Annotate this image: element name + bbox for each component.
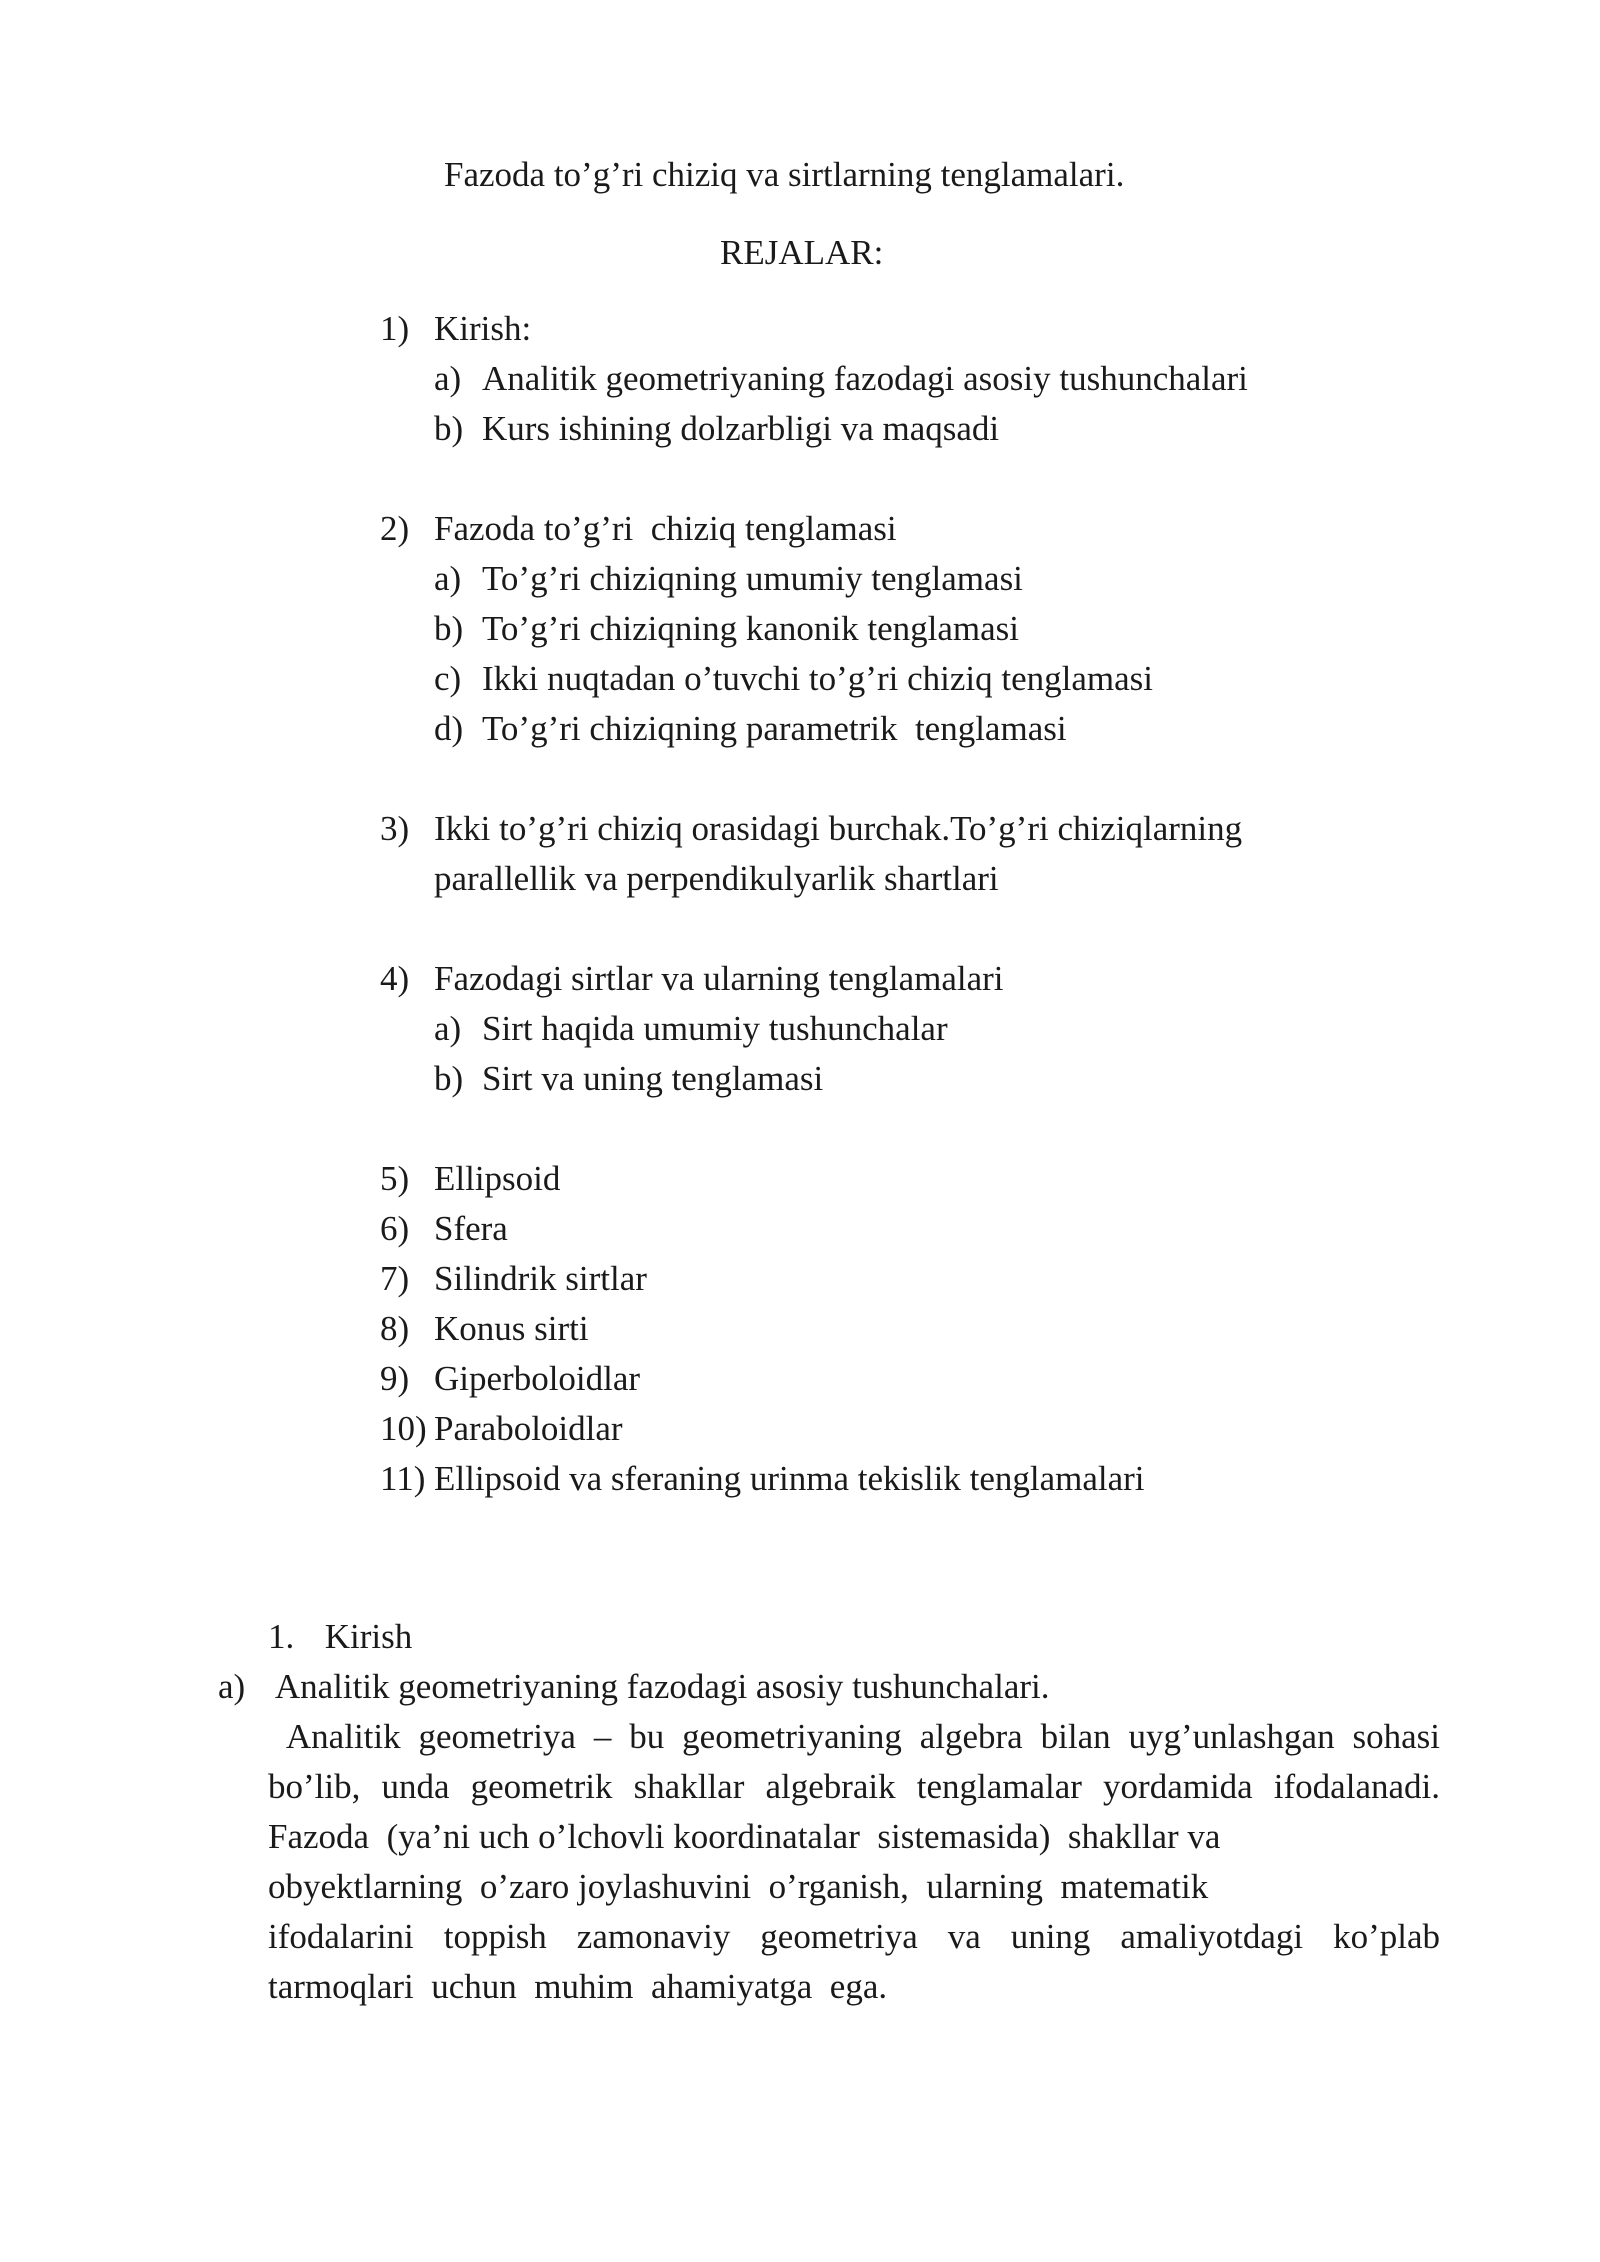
toc-label: Silindrik sirtlar	[434, 1259, 647, 1298]
subsection-heading	[218, 1662, 1049, 1712]
toc-number: 2)	[380, 509, 410, 548]
toc-sub-label: To’g’ri chiziqning umumiy tenglamasi	[482, 559, 1023, 598]
toc-item-8	[380, 1304, 1380, 1354]
toc-sub-label: To’g’ri chiziqning kanonik tenglamasi	[482, 609, 1019, 648]
paragraph-line: bo’lib, unda geometrik shakllar algebraik tenglamalar yordamida ifodalanadi.	[268, 1767, 1440, 1806]
toc-number: 6)	[380, 1209, 410, 1248]
toc-number: 3)	[380, 809, 410, 848]
toc-label: Ikki to’g’ri chiziq orasidagi burchak.To’g’ri chiziqlarning	[434, 809, 1243, 848]
toc-label: Fazoda to’g’ri chiziq tenglamasi	[434, 509, 897, 548]
toc-item-4	[380, 954, 1380, 1104]
paragraph-line: tarmoqlari uchun muhim ahamiyatga ega.	[268, 1967, 888, 2006]
paragraph-line: obyektlarning o’zaro joylashuvini o’rganish, ularning matematik	[268, 1867, 1209, 1906]
toc-label: Ellipsoid	[434, 1159, 561, 1198]
toc-sub-label: Sirt haqida umumiy tushunchalar	[482, 1009, 948, 1048]
toc-label: Kirish:	[434, 309, 532, 348]
section-paragraph	[268, 1712, 1440, 2012]
toc-number: 10)	[380, 1409, 427, 1448]
toc-item-9	[380, 1354, 1380, 1404]
toc-label: Ellipsoid va sferaning urinma tekislik tenglamalari	[434, 1459, 1145, 1498]
toc-sub-label: Analitik geometriyaning fazodagi asosiy tushunchalari	[482, 359, 1248, 398]
toc-sub-label: Kurs ishining dolzarbligi va maqsadi	[482, 409, 1000, 448]
toc-sub-number: b)	[434, 1059, 464, 1098]
toc-number: 9)	[380, 1359, 410, 1398]
section-heading	[268, 1612, 412, 1662]
toc-label-continuation: parallellik va perpendikulyarlik shartlari	[434, 859, 999, 898]
toc-number: 11)	[380, 1459, 426, 1498]
toc-number: 1)	[380, 309, 410, 348]
toc-label: Fazodagi sirtlar va ularning tenglamalari	[434, 959, 1004, 998]
table-of-contents	[380, 304, 1380, 1504]
section-title: Kirish	[324, 1617, 413, 1656]
paragraph-line: Analitik geometriya – bu geometriyaning algebra bilan uyg’unlashgan sohasi	[268, 1717, 1440, 1756]
toc-number: 4)	[380, 959, 410, 998]
toc-sub-label: Ikki nuqtadan o’tuvchi to’g’ri chiziq tenglamasi	[482, 659, 1153, 698]
toc-number: 7)	[380, 1259, 410, 1298]
toc-sub-label: To’g’ri chiziqning parametrik tenglamasi	[482, 709, 1067, 748]
toc-item-7	[380, 1254, 1380, 1304]
toc-sub-number: b)	[434, 409, 464, 448]
toc-sub-label: Sirt va uning tenglamasi	[482, 1059, 824, 1098]
toc-sub-number: d)	[434, 709, 464, 748]
toc-item-1	[380, 304, 1380, 454]
toc-item-6	[380, 1204, 1380, 1254]
toc-label: Sfera	[434, 1209, 508, 1248]
plan-heading: REJALAR:	[720, 233, 884, 272]
toc-sub-number: a)	[434, 559, 462, 598]
toc-sub-number: a)	[434, 359, 462, 398]
toc-item-2	[380, 504, 1380, 754]
toc-sub-number: c)	[434, 659, 462, 698]
document-title: Fazoda to’g’ri chiziq va sirtlarning tenglamalari.	[444, 155, 1125, 194]
subsection-title: Analitik geometriyaning fazodagi asosiy tushunchalari.	[274, 1667, 1050, 1706]
toc-item-10	[380, 1404, 1380, 1454]
toc-number: 5)	[380, 1159, 410, 1198]
toc-item-5	[380, 1154, 1380, 1204]
toc-label: Giperboloidlar	[434, 1359, 641, 1398]
toc-item-3	[380, 804, 1380, 904]
toc-label: Paraboloidlar	[434, 1409, 623, 1448]
toc-label: Konus sirti	[434, 1309, 589, 1348]
toc-simple-list	[380, 1154, 1380, 1504]
paragraph-line: Fazoda (ya’ni uch o’lchovli koordinatalar sistemasida) shakllar va	[268, 1817, 1221, 1856]
toc-sub-number: b)	[434, 609, 464, 648]
subsection-number: a)	[218, 1667, 246, 1706]
toc-item-11	[380, 1454, 1380, 1504]
paragraph-line: ifodalarini toppish zamonaviy geometriya va uning amaliyotdagi ko’plab	[268, 1917, 1440, 1956]
section-number: 1.	[268, 1617, 295, 1656]
toc-sub-number: a)	[434, 1009, 462, 1048]
toc-number: 8)	[380, 1309, 410, 1348]
